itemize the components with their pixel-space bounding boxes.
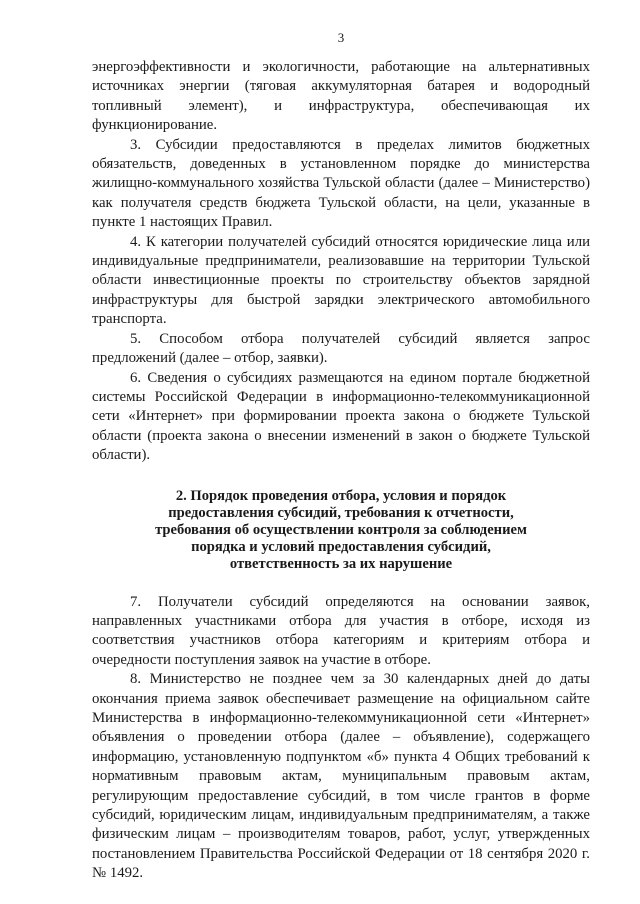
page-number: 3 [337, 30, 345, 45]
section-heading-line: предоставления субсидий, требования к отчетности, [168, 504, 514, 521]
paragraph-8: 8. Министерство не позднее чем за 30 календарных дней до даты окончания приема заявок обеспечивает размещение на официальном сайте Министерства в информационно-телекоммуникационной сети «Интернет» объявления о проведении отбора (далее – объявление), содержащего информацию, установленную подпунктом «б» пункта 4 Общих требований к нормативным правовым актам, муниципальным правовым актам, регулирующим предоставление субсидий, в том числе грантов в форме субсидий, юридическим лицам, индивидуальным предпринимателям, а также физическим лицам – производителям товаров, работ, услуг, утвержденных постановлением Правительства Российской Федерации от 18 сентября 2020 г. № 1492. [92, 671, 590, 882]
section-heading [92, 488, 590, 574]
paragraph-6: 6. Сведения о субсидиях размещаются на едином портале бюджетной системы Российской Федерации в информационно-телекоммуникационной сети «Интернет» при формировании проекта закона о бюджете Тульской области (проекта закона о внесении изменений в закон о бюджете Тульской области). [92, 369, 590, 464]
paragraph-3: 3. Субсидии предоставляются в пределах лимитов бюджетных обязательств, доведенных в установленном порядке до министерства жилищно-коммунального хозяйства Тульской области (далее – Министерство) как получателя средств бюджета Тульской области, на цели, указанные в пункте 1 настоящих Правил. [92, 136, 590, 231]
paragraphs-after-heading [92, 593, 590, 884]
paragraph-4: 4. К категории получателей субсидий относятся юридические лица или индивидуальные предприниматели, реализовавшие на территории Тульской области инвестиционные проекты по строительству объектов зарядной инфраструктуры для быстрой зарядки электрического автомобильного транспорта. [92, 233, 590, 328]
section-heading-line: ответственность за их нарушение [229, 556, 453, 573]
section-heading-line: требования об осуществлении контроля за соблюдением [155, 521, 527, 538]
section-heading-line: 2. Порядок проведения отбора, условия и порядок [175, 487, 507, 504]
paragraph-7: 7. Получатели субсидий определяются на основании заявок, направленных участниками отбора для участия в отборе, исходя из соответствия участников отбора категориям и критериям отбора и очередности поступления заявок на участие в отборе. [92, 593, 590, 668]
section-heading-line: порядка и условий предоставления субсидий, [191, 539, 491, 556]
paragraph-5: 5. Способом отбора получателей субсидий является запрос предложений (далее – отбор, заявки). [92, 330, 590, 367]
paragraphs-before-heading [92, 58, 590, 466]
paragraph-1-continuation: энергоэффективности и экологичности, работающие на альтернативных источниках энергии (тяговая аккумуляторная батарея и водородный топливный элемент), и инфраструктура, обеспечивающая их функционирование. [92, 59, 590, 134]
